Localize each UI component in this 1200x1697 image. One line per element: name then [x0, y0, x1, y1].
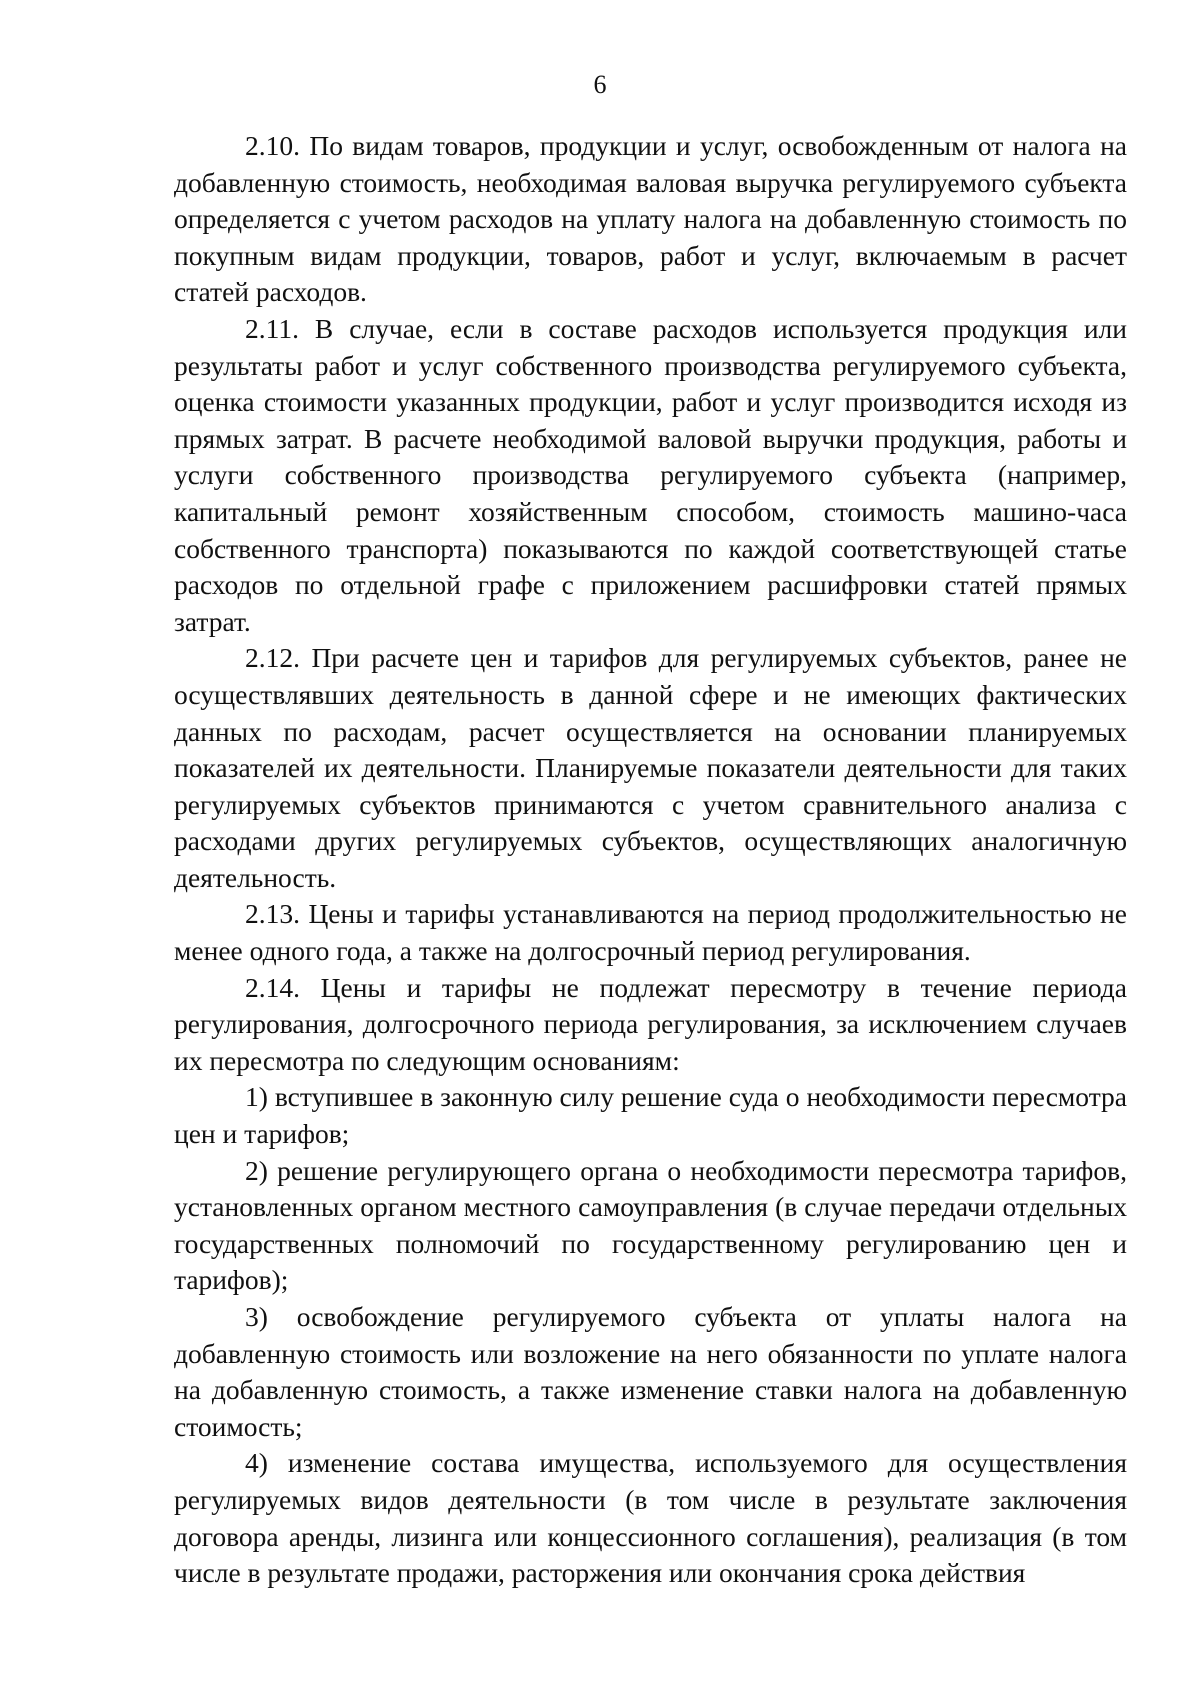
paragraph-2-10: 2.10. По видам товаров, продукции и услуг, освобожденным от налога на добавленную стоимость, необходимая валовая выручка регулируемого субъекта определяется с учетом расходов на уплату налога на добавленную стоимость по покупным видам продукции, товаров, работ и услуг, включаемым в расчет статей расходов.	[174, 130, 1127, 308]
list-item-3: 3) освобождение регулируемого субъекта от уплаты налога на добавленную стоимость или возложение на него обязанности по уплате налога на добавленную стоимость, а также изменение ставки налога на добавленную стоимость;	[174, 1301, 1127, 1442]
paragraph-2-12: 2.12. При расчете цен и тарифов для регулируемых субъектов, ранее не осуществлявших деятельность в данной сфере и не имеющих фактических данных по расходам, расчет осуществляется на основании планируемых показателей их деятельности. Планируемые показатели деятельности для таких регулируемых субъектов принимаются с учетом сравнительного анализа с расходами других регулируемых субъектов, осуществляющих аналогичную деятельность.	[174, 642, 1127, 893]
document-body	[174, 128, 1127, 1592]
list-item-4: 4) изменение состава имущества, используемого для осуществления регулируемых видов деятельности (в том числе в результате заключения договора аренды, лизинга или концессионного соглашения), реализация (в том числе в результате продажи, расторжения или окончания срока действия	[174, 1447, 1127, 1589]
page-number: 6	[593, 70, 607, 99]
paragraph-2-11: 2.11. В случае, если в составе расходов используется продукция или результаты работ и услуг собственного производства регулируемого субъекта, оценка стоимости указанных продукции, работ и услуг производится исходя из прямых затрат. В расчете необходимой валовой выручки продукция, работы и услуги собственного производства регулируемого субъекта (например, капитальный ремонт хозяйственным способом, стоимость машино-часа собственного транспорта) показываются по каждой соответствующей статье расходов по отдельной графе с приложением расшифровки статей прямых затрат.	[174, 312, 1127, 637]
list-item-2: 2) решение регулирующего органа о необходимости пересмотра тарифов, установленных органом местного самоуправления (в случае передачи отдельных государственных полномочий по государственному регулированию цен и тарифов);	[174, 1154, 1127, 1296]
paragraph-2-13: 2.13. Цены и тарифы устанавливаются на период продолжительностью не менее одного года, а также на долгосрочный период регулирования.	[174, 898, 1127, 967]
list-item-1: 1) вступившее в законную силу решение суда о необходимости пересмотра цен и тарифов;	[174, 1081, 1127, 1150]
paragraph-2-14: 2.14. Цены и тарифы не подлежат пересмотру в течение периода регулирования, долгосрочного периода регулирования, за исключением случаев их пересмотра по следующим основаниям:	[174, 971, 1127, 1076]
